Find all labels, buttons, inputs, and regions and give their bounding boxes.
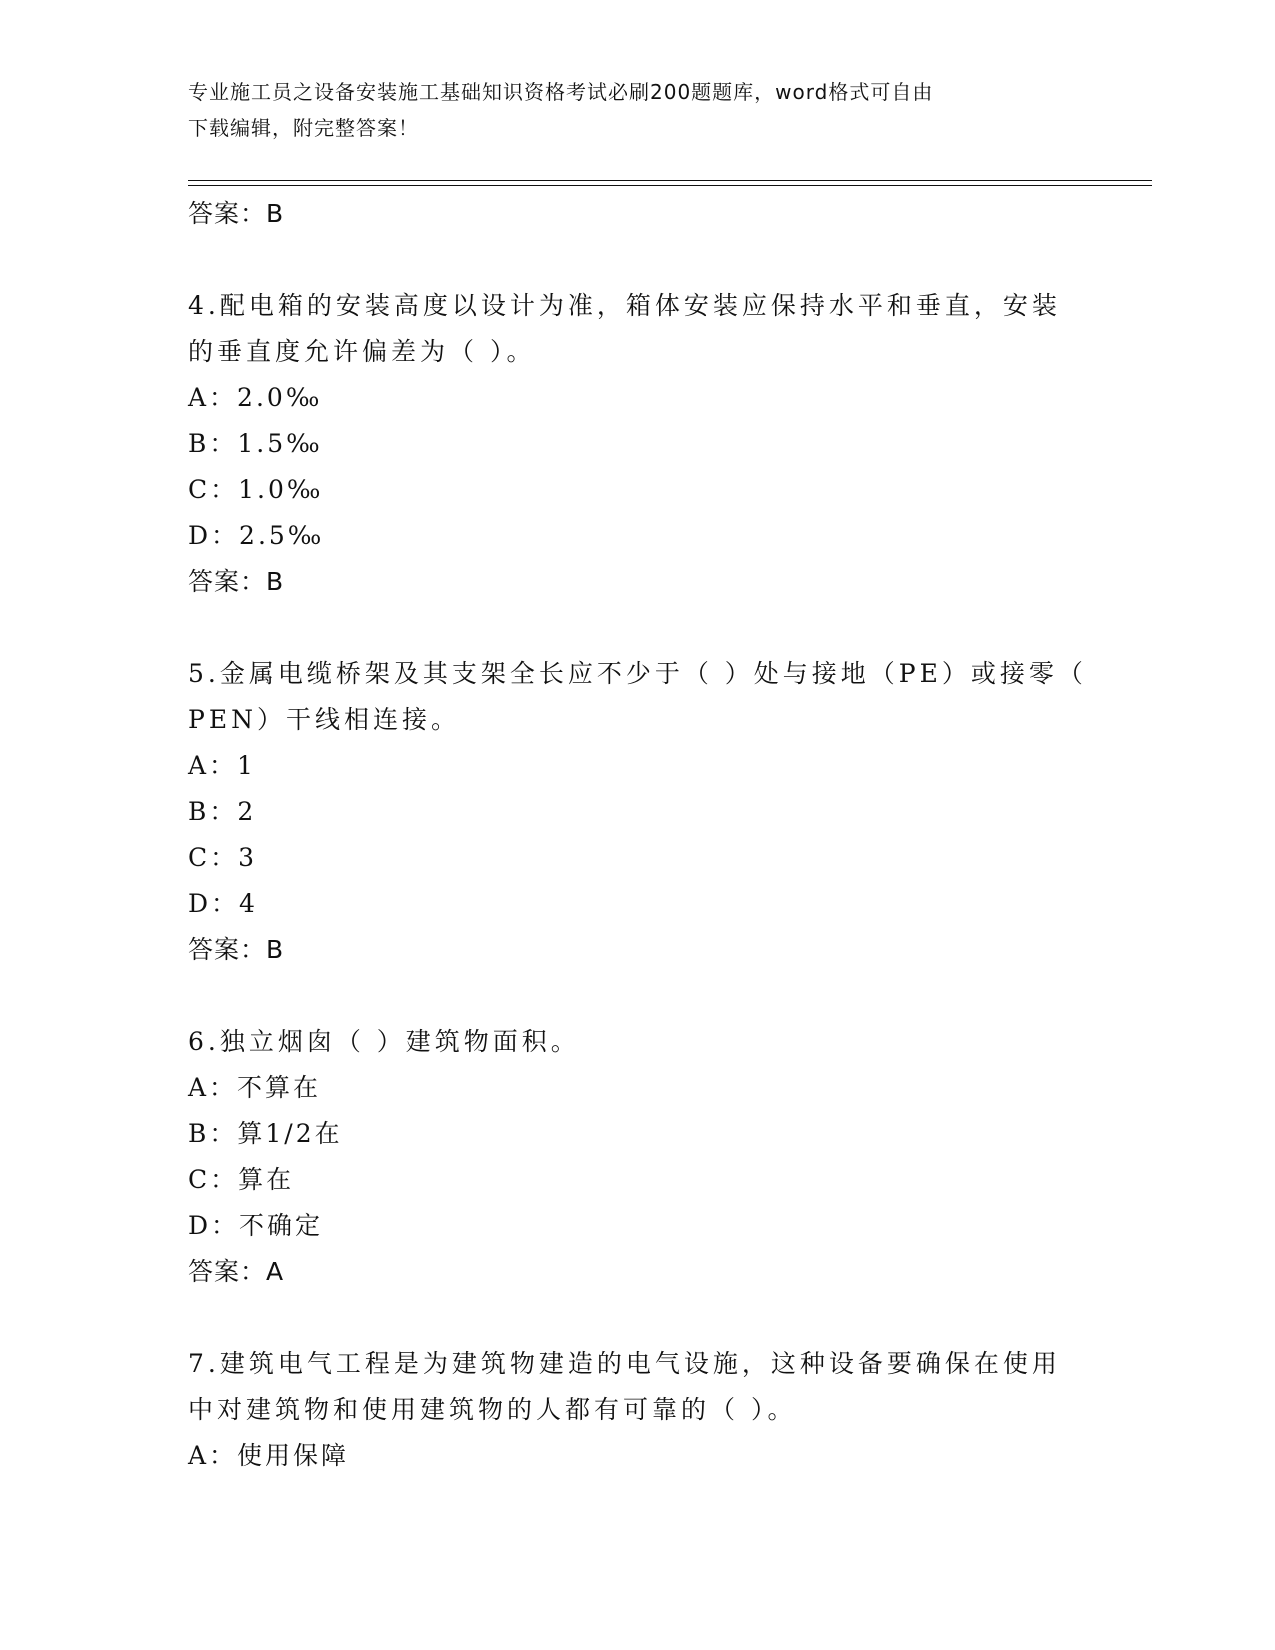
question-line: 6.独立烟囱（ ）建筑物面积。 [188, 1027, 580, 1056]
question-text [188, 651, 1088, 743]
question-line: PEN）干线相连接。 [188, 705, 460, 734]
header-line-2: 下载编辑，附完整答案！ [188, 116, 419, 140]
header-divider-bottom [188, 185, 1152, 186]
answer-q3: 答案：B [188, 199, 285, 228]
question-5 [188, 651, 1088, 973]
question-text [188, 1341, 1088, 1433]
question-line: 的垂直度允许偏差为（ ）。 [188, 337, 536, 366]
answer: 答案：B [188, 567, 285, 596]
header-divider-top [188, 180, 1152, 181]
option-d: D：不确定 [188, 1211, 324, 1240]
option-b: B：2 [188, 797, 257, 826]
answer: 答案：B [188, 935, 285, 964]
option-d: D：4 [188, 889, 258, 918]
question-7 [188, 1341, 1088, 1479]
option-b: B：算1/2在 [188, 1119, 343, 1148]
option-c: C：1.0‰ [188, 475, 324, 504]
document-header [188, 74, 1068, 146]
header-line-1: 专业施工员之设备安装施工基础知识资格考试必刷200题题库，word格式可自由 [188, 80, 934, 104]
option-b: B：1.5‰ [188, 429, 323, 458]
option-a: A：使用保障 [188, 1441, 350, 1470]
question-6 [188, 1019, 1088, 1295]
option-d: D：2.5‰ [188, 521, 325, 550]
question-text [188, 283, 1088, 375]
question-line: 5.金属电缆桥架及其支架全长应不少于（ ）处与接地（PE）或接零（ [188, 659, 1087, 688]
option-c: C：算在 [188, 1165, 295, 1194]
option-a: A：不算在 [188, 1073, 322, 1102]
question-text [188, 1019, 1088, 1065]
question-4 [188, 283, 1088, 605]
option-a: A：1 [188, 751, 256, 780]
question-line: 7.建筑电气工程是为建筑物建造的电气设施，这种设备要确保在使用 [188, 1349, 1061, 1378]
option-c: C：3 [188, 843, 258, 872]
answer: 答案：A [188, 1257, 285, 1286]
question-line: 4.配电箱的安装高度以设计为准，箱体安装应保持水平和垂直，安装 [188, 291, 1061, 320]
option-a: A：2.0‰ [188, 383, 323, 412]
question-list [188, 188, 1088, 1479]
question-line: 中对建筑物和使用建筑物的人都有可靠的（ ）。 [188, 1395, 797, 1424]
